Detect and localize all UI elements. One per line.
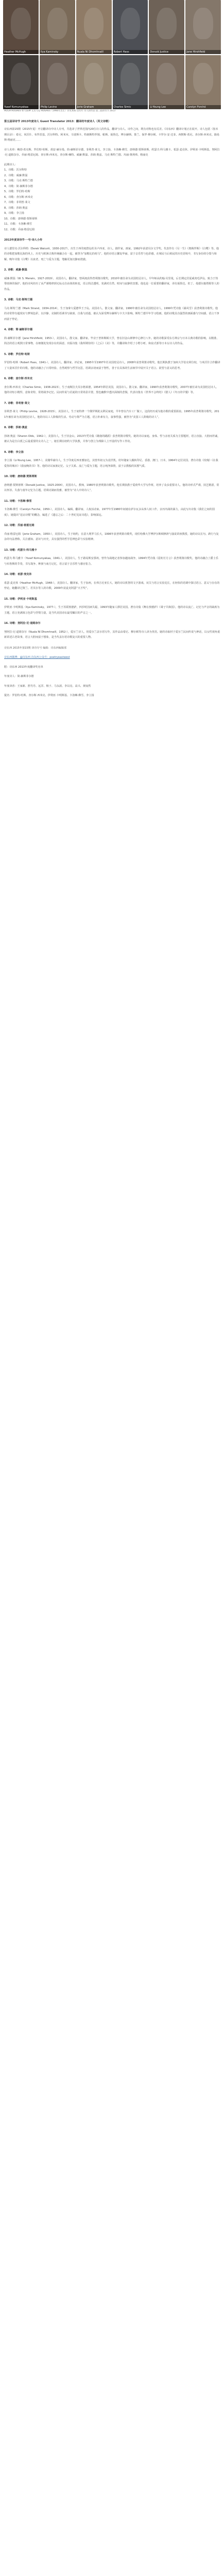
section-heading: 4. 诗歌：简·赫斯菲尔德 (4, 328, 33, 331)
section-heading: 2013年度译诗节·一号·诗人小传 (4, 239, 43, 242)
portrait-silhouette (193, 63, 213, 94)
section-heading: 9. 诗歌：李立扬 (4, 450, 24, 454)
closing-line[interactable] (4, 655, 220, 660)
award-line: 年度译者：王家新、舒丹丹、远洋、杨子、马永波、李以亮、高兴、黄灿然 (4, 684, 91, 688)
poet-photo (185, 0, 221, 54)
poet-list-item: 5、诗歌：罗伯特·哈斯 (4, 190, 30, 193)
poet-photo (149, 55, 184, 109)
photo-caption-label: Robert Hass (113, 50, 148, 54)
section-body: 威廉·默温（W. S. Merwin，1927-2019），美国诗人、翻译家，曾两度获得普利策诗歌奖，2010年被任命为美国桂冠诗人。早年师从约翰·贝里曼，后长期定居夏威夷毛伊岛，致力于热带雨林的保护。他的诗风经历了从严谨格律到无标点自由体的转变，语言简洁透明，充满对自然、时间与寂静的冥想。他也是一位重要的翻译家，译有聂鲁达、但丁、曼德尔施塔姆等人的作品。 (4, 277, 219, 291)
poet-photo (76, 55, 112, 109)
photo-caption-label: Donald Justice (149, 50, 184, 54)
portrait-silhouette (193, 8, 213, 39)
poet-list-item: 4、诗歌：简·赫斯菲尔德 (4, 184, 33, 188)
poet-list-item: 2、诗歌：威廉·默温 (4, 174, 28, 177)
poet-photo-grid (3, 0, 221, 109)
section-body: 诗人德里克·沃尔科特（Derek Walcott，1930-2017），出生于西印度群岛的圣卢西亚，诗人、剧作家、画家。1992年获诺贝尔文学奖。代表作有《另一生》《奥梅罗斯》《白鹭》等。他的诗歌把加勒比海的风土、历史与欧洲古典传统融合在一起，被誉为“加勒比的荷马”。他的诗语言繁复华丽，富于音乐性与色彩感，在殖民与后殖民的历史语境中，书写身份的分裂与和解。晚年诗集《白鹭》以衰老、死亡与爱为主题，笔触更加沉静而澄澈。 (4, 247, 219, 261)
poet-photo (113, 0, 148, 54)
portrait-silhouette (47, 8, 67, 39)
portrait-silhouette (157, 8, 177, 39)
section-body: 李立扬（Li-Young Lee，1957-），美籍华裔诗人，生于印度尼西亚雅加达，其曾外祖父为袁世凯。幼年随家人辗转印尼、香港、澳门、日本，1964年定居美国。著有诗集《玫瑰》《在我爱你的城市》《我夜晚的书》等。他的诗以家族记忆、父子关系、流亡与爱为主题，语言纯净深情，富于宗教般的冥想气质。 (4, 459, 218, 468)
portrait-silhouette (157, 63, 177, 94)
section-heading: 7. 诗歌：菲利普·莱文 (4, 401, 30, 405)
portrait-silhouette (120, 8, 141, 39)
poet-photo (3, 55, 39, 109)
poet-list-item: 3、诗歌：马克·斯特兰德 (4, 179, 33, 182)
poet-list-item: 9、诗歌：李立扬 (4, 212, 24, 215)
poet-list-item: 12、诗歌：乔丽·格雷厄姆 (4, 228, 35, 231)
section-body: 莎朗·奥兹（Sharon Olds，1942-），美国诗人，生于旧金山，2013年凭诗集《雄鹿的跳跃》获普利策诗歌奖。她的诗以家庭、身体、性与亲密关系为主要题材，语言直接、大胆而坦诚，被认为是自白派之后最重要的女诗人之一。她长期在纽约大学执教，并参与创立为残障人士开设的写作工作坊。 (4, 434, 220, 443)
photo-caption: HUGH HUGHES 和 CLEM 又名马克·HUGHES（1966年出生）详见本期 这些年 诗人的作品 第三届译诗节 2013 (4, 110, 115, 112)
section-body: 马克·斯特兰德（Mark Strand，1934-2014），生于加拿大爱德华王子岛，美国诗人、散文家、翻译家，1990年被任命为美国桂冠诗人，1999年凭诗集《暴风雪》获普利策诗歌奖。他的诗常带有超现实与梦境色彩，以冷静、克制的语调书写缺席、自我与消逝，被认为深受博尔赫斯与卡夫卡影响。斯特兰德早年学习绘画，他的诗歌具有强烈的画面感与空间感，语言干净而富于悖论。 (4, 307, 219, 321)
section-heading: 11. 诗歌：卡洛琳·佛雪 (4, 499, 32, 503)
poet-list-item: 1、诗歌：沃尔科特 (4, 168, 27, 172)
photo-caption-label: Jorie Graham (76, 105, 112, 109)
poet-photo (40, 55, 75, 109)
photo-caption-label: Nuala Ni Dhomhnaill (76, 50, 112, 54)
portrait-silhouette (84, 63, 104, 94)
poet-list-item: 7、诗歌：菲利普·莱文 (4, 201, 30, 204)
poet-list-item: 11、诗歌：卡洛琳·佛雪 (4, 223, 32, 226)
award-line: 提名：罗伯特·哈斯、查尔斯·西米克、伊利亚·卡明斯基、卡洛琳·佛雪、李立扬 (4, 694, 94, 697)
closing-line: 诗东西 2015年第15期 译诗专号 编辑：诗东西编辑部 (4, 646, 67, 650)
poet-photo (185, 55, 221, 109)
poet-photo (76, 0, 112, 54)
section-body: 伊利亚·卡明斯基（Ilya Kaminsky，1977-），生于苏联敖德萨，四岁时因病失聪，1993年随家人移居美国。著有诗集《舞在敖德萨》《聋子共和国》。他的诗以流亡、记忆与声音的缺席为主题，语言充满寓言色彩与抒情力量，是当代美国诗坛最受瞩目的声音之一。 (4, 606, 220, 615)
poet-photo (40, 0, 75, 54)
section-heading: 2. 诗歌：威廉·默温 (4, 268, 27, 272)
poet-photo (149, 0, 184, 54)
poet-list-item: 10、诗歌：唐纳德·贾斯蒂斯 (4, 217, 38, 221)
poet-list-item: 8、诗歌：莎朗·奥兹 (4, 206, 28, 210)
intro-paragraph: 诗东西第15期（2015年夏）开启翻译诗中诗人专刊，共选译了世界范围内20位诗人的作品，翻译与诗人、诗作之间，既有对称也有反差。《诗东西》翻译计划正在展开。诗人包括（按本期目录）：希尼、米沃什、布罗茨基、沃尔科特、阿米亥、辛波斯卡、特朗斯特罗姆、帕斯、聂鲁达、博尔赫斯、策兰、保罗·穆尔顿、卡罗尔·安·达菲、西默斯·希尼、查尔斯·西米克、路易斯·格丽克…… (4, 128, 220, 142)
poet-sections (4, 238, 220, 640)
section-heading: 6. 诗歌：查尔斯·西米克 (4, 377, 33, 380)
section-body: 简·赫斯菲尔德（Jane Hirshfield，1953-），美国诗人、散文家、翻译家。毕业于普林斯顿大学，曾在旧金山禅修中心修行八年。她的诗歌深受东方禅宗与日本古典诗歌的影响，以精准、简洁的语言观照日常事物，在细微处发现存在的深意。出版诗集《我所期待的》《之后》《美》等，并翻译和介绍了小野小町、和泉式部等日本女诗人的作品。 (4, 336, 219, 345)
photo-caption-label: Charles Simic (113, 105, 148, 109)
closing-line: 附：诗东西 2013年度翻译奖名单 (4, 665, 43, 669)
section-body: 卡洛琳·佛雪（Carolyn Forché，1950-），美国诗人、编辑、翻译家、人权活动家。1977年至1980年间她在萨尔瓦多从事人权工作，亲历内战的暴力，由此写出诗集《我们之间的国度》。她提出“见证诗歌”的概念，编选了《遗忘之后：二十世纪见证诗选》，影响深远。 (4, 508, 215, 517)
portrait-silhouette (84, 8, 104, 39)
section-body: 唐纳德·贾斯蒂斯（Donald Justice，1925-2004），美国诗人、教师，1980年获普利策诗歌奖。他长期执教于爱荷华大学写作班，培养了众多重要诗人。他的诗形式严谨，技艺精湛，常以怀旧、失落与童年记忆为主题，语调克制而优雅，被誉为“诗人中的诗人”。 (4, 483, 219, 492)
poet-list (4, 162, 220, 233)
section-body: 查尔斯·西米克（Charles Simic，1938-2023），生于南斯拉夫贝尔格莱德，1954年移居美国，美国诗人、散文家、翻译家，1990年获普利策诗歌奖，2007年被任命为美国桂冠诗人。他的诗短小精悍，意象奇特，常将战争记忆、民间传说与荒诞的日常场景并置，黑色幽默中透出深刻的悲悯。代表诗集有《世界不会终结》《猎人》《冬日的早餐》等。 (4, 385, 219, 394)
section-heading: 13. 诗歌：约瑟夫·科马雅卡 (4, 548, 37, 552)
poet-photo (3, 0, 39, 54)
article-title: 第五届译诗节 2013年度诗人 Guest Translator 2013：翻译的年度诗人（英文诗歌） (4, 120, 111, 123)
section-body: 努阿拉·尼·道姆奈尔（Nuala Ní Dhomhnaill，1952-），爱尔兰诗人，用爱尔兰盖尔语写作，其作品由希尼、穆尔顿等诗人译为英语。她的诗取材于爱尔兰民间传说与神话，以女性视角重新讲述古老故事，语言大胆而富于想象，是当代盖尔语诗歌复兴的重要人物。 (4, 630, 220, 639)
portrait-silhouette (120, 63, 141, 94)
section-body: 约瑟夫·科马雅卡（Yusef Komunyakaa，1941-），美国诗人，生于路易斯安那州，曾作为战地记者参加越南战争，1994年凭诗集《霓虹灯方言》获普利策诗歌奖。他的诗融合了爵士乐与布鲁斯的节奏，书写战争、种族与南方记忆，语言富于音乐性与感官张力。 (4, 557, 218, 566)
section-heading: 12. 诗歌：乔丽·格雷厄姆 (4, 524, 35, 527)
poet-list-item: 6、诗歌：查尔斯·西米克 (4, 195, 33, 199)
photo-caption-label: Ilya Kaminsky (40, 50, 75, 54)
section-heading: 8. 诗歌：莎朗·奥兹 (4, 426, 27, 429)
award-line: 年度诗人：简·赫斯菲尔德 (4, 675, 34, 678)
poet-list-paragraph: 诗人名单：鲍勃·希克斯、罗伯特·哈斯、胡安·赫尔曼、简·赫斯菲尔德、菲利普·莱文、李立扬、卡洛琳·佛雪、唐纳德·贾斯蒂斯、约瑟夫·科马雅卡、希瑟·麦克休、伊利亚·卡明斯基、努阿拉·尼·道姆奈尔、乔丽·格雷厄姆、查尔斯·西米克、查尔斯·赖特、威廉·默温、莎朗·奥兹、马克·斯特兰德、玛丽·奥利弗、格丽克 (4, 148, 220, 157)
photo-caption-label: Li-Young Lee (149, 105, 184, 109)
photo-caption-label: Philip Levine (40, 105, 75, 109)
closing-block (4, 646, 220, 670)
weibo-link[interactable]: 诗东西微博：@诗东西 诗东西公众号：poetryeastwest (4, 656, 70, 659)
photo-caption-label: Jane Hirshfield (185, 50, 221, 54)
article-body (4, 127, 220, 703)
section-heading: 10. 诗歌：唐纳德·贾斯蒂斯 (4, 475, 37, 478)
photo-caption-label: Carolyn Forché (185, 105, 221, 109)
section-body: 希瑟·麦克休（Heather McHugh，1948-），美国诗人、翻译家，生于加州，在弗吉尼亚长大。她的诗以机智的文字游戏、双关与语言实验见长，在轻快的语调中探讨语言、意义与存在的悖论。她翻译过策兰、若贝尔等人的诗歌，2009年获麦克阿瑟“天才奖”。 (4, 581, 220, 590)
section-body: 罗伯特·哈斯（Robert Hass，1941-），美国诗人、翻译家、评论家，1995年至1997年任美国桂冠诗人，2008年获普利策诗歌奖。他长期执教于加州大学伯克利分校，与米沃什合作翻译了大量米沃什的诗歌。他的诗融合了日常经验、自然观察与哲学沉思，语调亲切而富于智性，善于在具体的生活细节中展开关于语言、欲望与意义的思考。 (4, 361, 220, 370)
section-heading: 5. 诗歌：罗伯特·哈斯 (4, 352, 30, 356)
section-body: 乔丽·格雷厄姆（Jorie Graham，1950-），美国诗人，生于纽约，在意大利罗马长大，1996年获普利策诗歌奖，现任哈佛大学博伊尔斯顿修辞与演说讲座教授。她的诗以长句、跨行与复杂的句法著称，关注感知、意识与历史，具有强烈的哲学思辨色彩与实验精神。 (4, 532, 219, 541)
poet-photo (113, 55, 148, 109)
section-heading: 14. 诗歌：希瑟·麦克休 (4, 573, 32, 576)
section-heading: 3. 诗歌：马克·斯特兰德 (4, 298, 33, 301)
portrait-silhouette (11, 63, 31, 94)
portrait-silhouette (11, 8, 31, 39)
photo-caption-label: Heather McHugh (3, 50, 39, 54)
photo-caption-label: Yusef Komunyakaa (3, 105, 39, 109)
section-heading: 15. 诗歌：伊利亚·卡明斯基 (4, 597, 37, 601)
awards-list (4, 674, 220, 699)
poet-list-title: 此期诗人： (4, 163, 18, 166)
section-body: 菲利普·莱文（Philip Levine，1928-2015），美国诗人，生于底特律一个俄罗斯犹太移民家庭，早年曾在汽车工厂做工，这段经历成为他诗歌的重要源泉。1995年获普利策诗歌奖，2011年被任命为美国桂冠诗人。他的诗以工人阶级的生活、劳动与尊严为主题，语言朴素有力，叙事性强，被誉为“美国工人阶级的诗人”。 (4, 410, 219, 419)
section-heading: 16. 诗歌：努阿拉·尼·道姆奈尔 (4, 622, 41, 625)
portrait-silhouette (47, 63, 67, 94)
